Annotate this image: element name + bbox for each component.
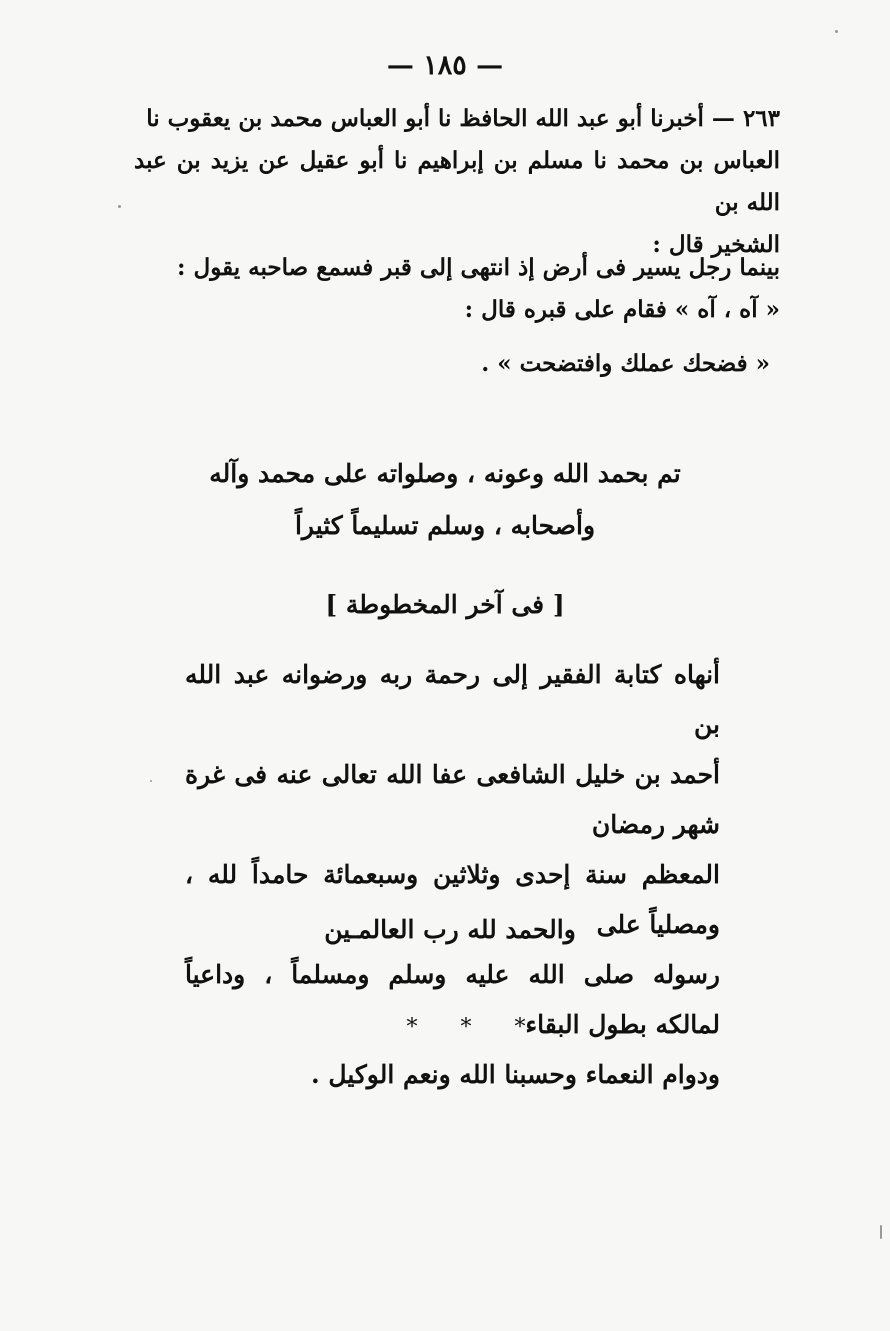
colophon-line: ودوام النعماء وحسبنا الله ونعم الوكيل . <box>311 1060 720 1089</box>
hadith-line: ٢٦٣ — أخبرنا أبو عبد الله الحافظ نا أبو العباس محمد بن يعقوب نا <box>146 105 780 132</box>
colophon-line: أنهاه كتابة الفقير إلى رحمة ربه ورضوانه عبد الله بن <box>185 660 720 739</box>
colophon-line: المعظم سنة إحدى وثلاثين وسبعمائة حامداً لله ، ومصلياً على <box>185 860 720 939</box>
paper-speck <box>118 205 121 208</box>
hadith-paragraph <box>134 98 780 266</box>
closing-line-1: تم بحمد الله وعونه ، وصلواته على محمد وآله <box>209 459 681 488</box>
story-line: بينما رجل يسير فى أرض إذ انتهى إلى قبر فسمع صاحبه يقول : <box>177 254 780 281</box>
story-paragraph <box>134 247 780 331</box>
colophon-line: أحمد بن خليل الشافعى عفا الله تعالى عنه فى غرة شهر رمضان <box>185 760 720 839</box>
quote-line: « فضحك عملك وافتضحت » . <box>481 350 770 377</box>
hadith-line: الشخير قال : <box>652 231 780 258</box>
manuscript-end-heading: [ فى آخر المخطوطة ] <box>325 590 565 619</box>
paper-speck <box>150 780 152 782</box>
ornament-stars: * * * <box>406 1015 544 1040</box>
story-line: « آه ، آه » فقام على قبره قال : <box>464 296 780 323</box>
closing-line-2: وأصحابه ، وسلم تسليماً كثيراً <box>294 511 596 540</box>
page-number: — ١٨٥ — <box>386 50 504 81</box>
hadith-line: العباس بن محمد نا مسلم بن إبراهيم نا أبو عقيل عن يزيد بن عبد الله بن <box>134 147 780 216</box>
colophon-line: رسوله صلى الله عليه وسلم ومسلماً ، وداعياً لمالكه بطول البقاء <box>185 960 720 1039</box>
paper-speck <box>835 30 838 33</box>
closing-formula <box>200 448 690 552</box>
final-praise: والحمد لله رب العالمـين <box>324 915 576 944</box>
paper-speck <box>880 1225 882 1239</box>
